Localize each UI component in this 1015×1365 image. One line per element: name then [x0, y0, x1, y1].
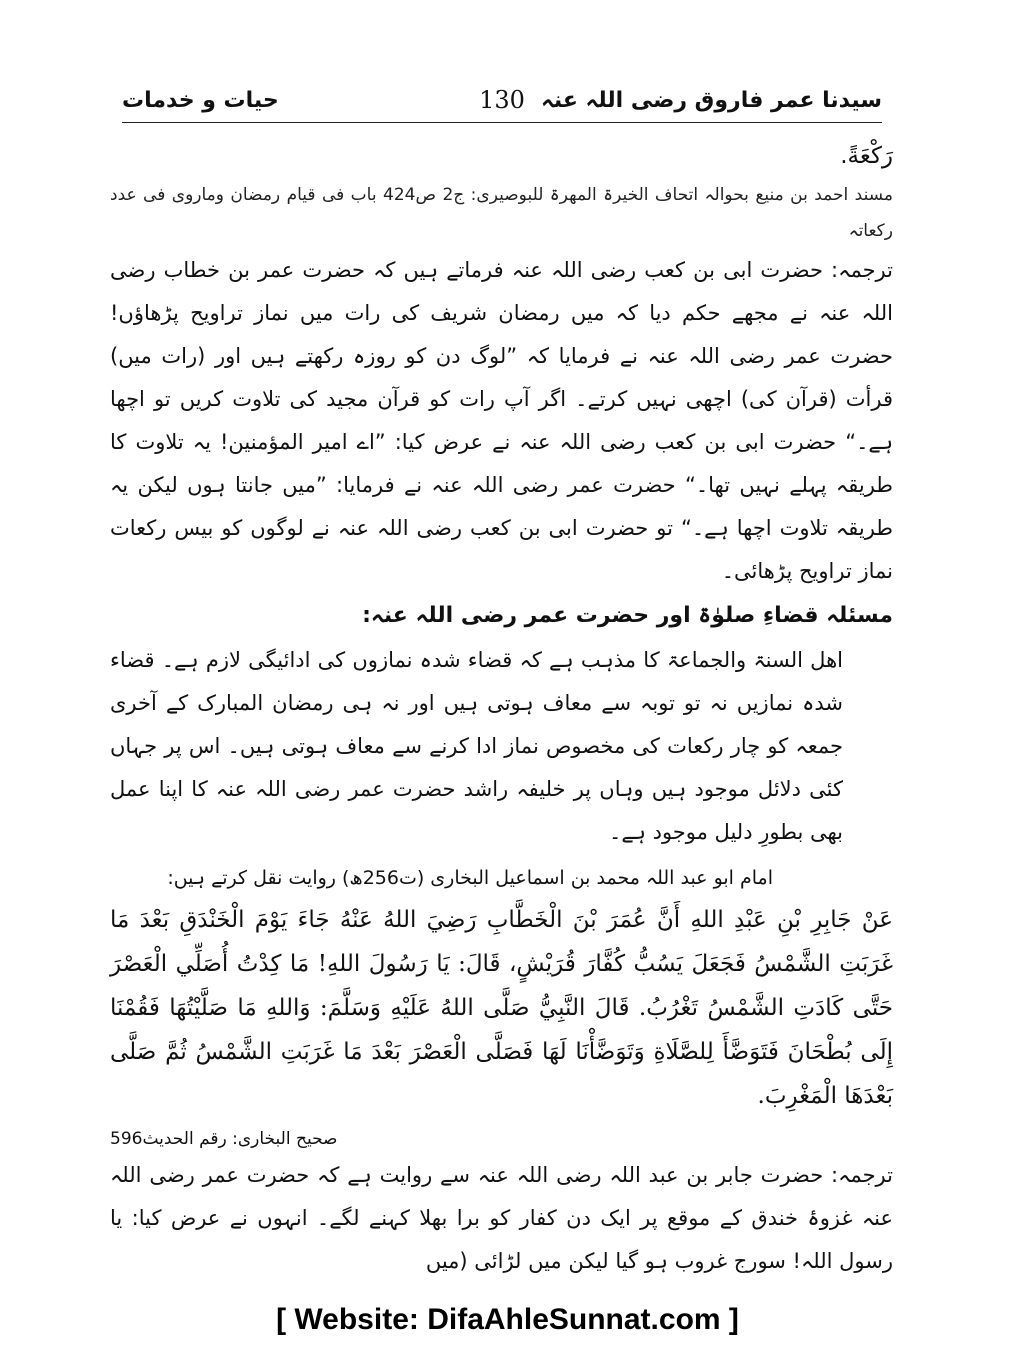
section-title: حیات و خدمات	[122, 88, 279, 113]
section-heading: مسئلہ قضاءِ صلوٰۃ اور حضرت عمر رضی اللہ عنہ:	[362, 603, 893, 628]
page-number: 130	[479, 86, 525, 114]
translation-paragraph: ترجمہ: حضرت ابی بن کعب رضی اللہ عنہ فرماتے ہیں کہ حضرت عمر بن خطاب رضی اللہ عنہ نے مجھے حکم دیا کہ میں رمضان شریف کی رات میں نماز تراویح پڑھاؤں! حضرت عمر رضی اللہ عنہ نے فرمایا کہ ”لوگ دن کو روزہ رکھتے ہیں اور (رات میں) قرأت (قرآن کی) اچھی نہیں کرتے۔ اگر آپ رات کو قرآن مجید کی تلاوت کریں تو اچھا ہے۔“ حضرت ابی بن کعب رضی اللہ عنہ نے عرض کیا: ”اے امیر المؤمنین! یہ تلاوت کا طریقہ پہلے نہیں تھا۔“ حضرت عمر رضی اللہ عنہ نے فرمایا: ”میں جانتا ہوں لیکن یہ طریقہ تلاوت اچھا ہے۔“ تو حضرت ابی بن کعب رضی اللہ عنہ نے لوگوں کو بیس رکعات نماز تراویح پڑھائی۔	[110, 258, 893, 583]
book-title: سیدنا عمر فاروق رضی اللہ عنہ	[540, 88, 882, 113]
translation-paragraph-2: ترجمہ: حضرت جابر بن عبد اللہ رضی اللہ عنہ سے روایت ہے کہ حضرت عمر رضی اللہ عنہ غزوۂ خندق کے موقع پر ایک دن کفار کو برا بھلا کہنے لگے۔ انہوں نے عرض کیا: یا رسول اللہ! سورج غروب ہو گیا لیکن میں لڑائی (میں	[110, 1163, 893, 1273]
hadith-source-label: صحیح البخاری: رقم الحدیث596	[110, 1129, 338, 1149]
hadith-source	[110, 1124, 893, 1154]
arabic-fragment: رَكْعَةً.	[840, 143, 893, 169]
body-paragraph: اھل السنۃ والجماعۃ کا مذہب ہے کہ قضاء شدہ نمازوں کی ادائیگی لازم ہے۔ قضاء شدہ نمازیں نہ تو توبہ سے معاف ہوتی ہیں اور نہ ہی رمضان المبارک کے آخری جمعہ کو چار رکعات کی مخصوص نماز ادا کرنے سے معاف ہوتی ہیں۔ اس پر جہاں کئی دلائل موجود ہیں وہاں پر خلیفہ راشد حضرت عمر رضی اللہ عنہ کا اپنا عمل بھی بطورِ دلیل موجود ہے۔	[110, 648, 843, 844]
website-footer: [ Website: DifaAhleSunnat.com ]	[276, 1303, 739, 1336]
hadith-text: عَنْ جَابِرِ بْنِ عَبْدِ اللهِ أَنَّ عُمَرَ بْنَ الْخَطَّابِ رَضِيَ اللهُ عَنْهُ جَاءَ يَوْمَ الْخَنْدَقِ بَعْدَ مَا غَرَبَتِ الشَّمْسُ فَجَعَلَ يَسُبُّ كُفَّارَ قُرَيْشٍ، قَالَ: يَا رَسُولَ اللهِ! مَا كِدْتُ أُصَلِّي الْعَصْرَ حَتَّى كَادَتِ الشَّمْسُ تَغْرُبُ. قَالَ النَّبِيُّ صَلَّى اللهُ عَلَيْهِ وَسَلَّمَ: وَاللهِ مَا صَلَّيْتُهَا فَقُمْنَا إِلَى بُطْحَانَ فَتَوَضَّأَ لِلصَّلَاةِ وَتَوَضَّأْنَا لَهَا فَصَلَّى الْعَصْرَ بَعْدَ مَا غَرَبَتِ الشَّمْسُ ثُمَّ صَلَّى بَعْدَهَا الْمَغْرِبَ.	[110, 907, 893, 1109]
page-header	[122, 84, 882, 123]
reference-citation: مسند احمد بن منیع بحوالہ اتحاف الخیرۃ المھرۃ للبوصیری: ج2 ص424 باب فی قیام رمضان وماروی فی عدد رکعاتہ	[110, 185, 893, 241]
page-body	[110, 135, 893, 1283]
narrator-line: امام ابو عبد اللہ محمد بن اسماعیل البخاری (ت256ھ) روایت نقل کرتے ہیں:	[167, 867, 773, 889]
